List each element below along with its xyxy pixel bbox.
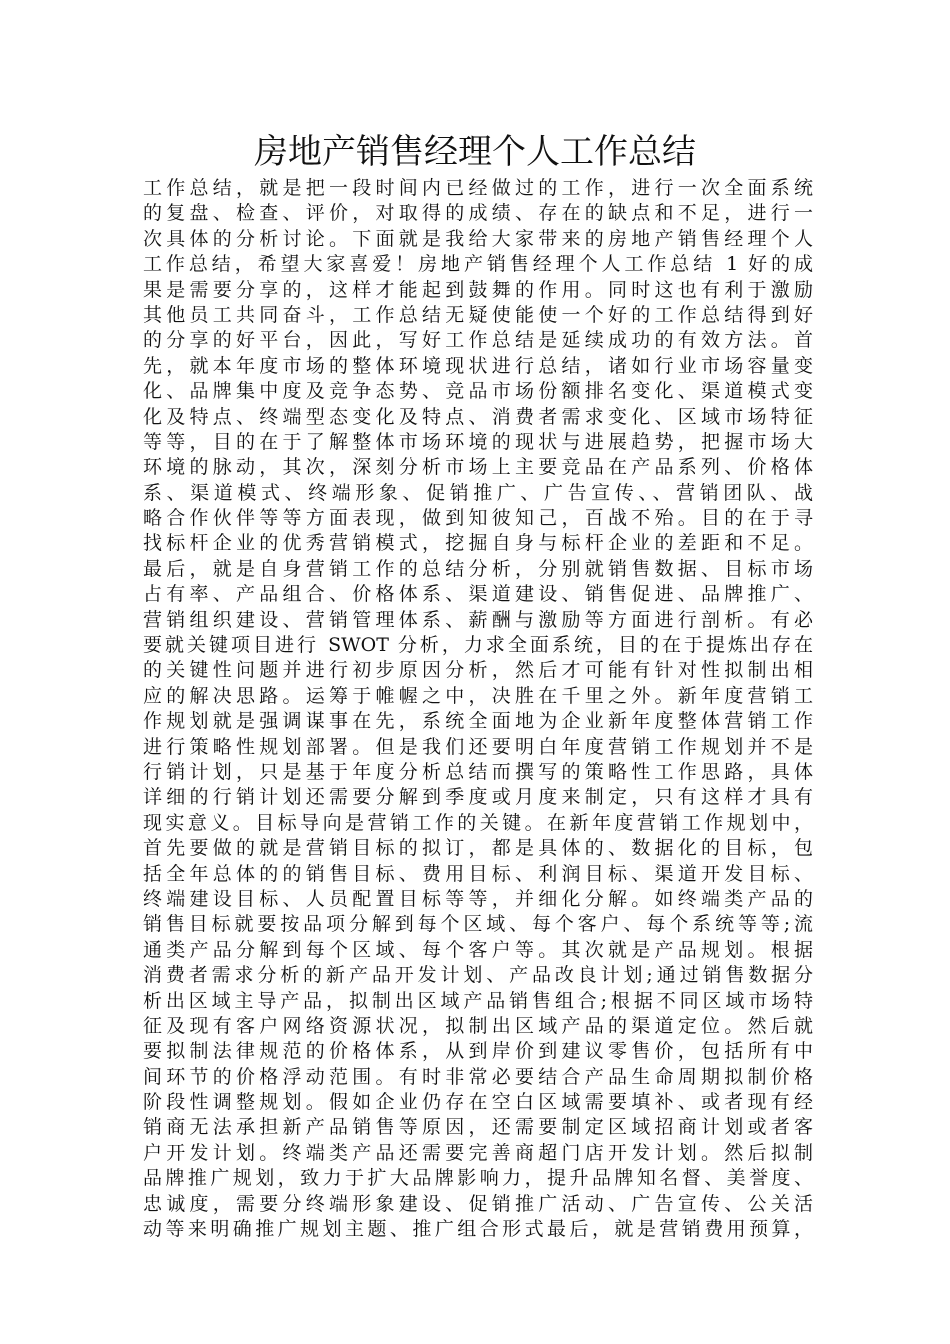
- body-text-line: 找标杆企业的优秀营销模式，挖掘自身与标杆企业的差距和不足。: [143, 532, 813, 555]
- body-text-line: 消费者需求分析的新产品开发计划、产品改良计划;通过销售数据分: [143, 964, 813, 987]
- body-text-line: 次具体的分析讨论。下面就是我给大家带来的房地产销售经理个人: [143, 227, 813, 250]
- body-text-line: 品牌推广规划，致力于扩大品牌影响力，提升品牌知名督、美誉度、: [143, 1167, 813, 1190]
- body-text-line: 应的解决思路。运筹于帷幄之中，决胜在千里之外。新年度营销工: [143, 684, 813, 707]
- body-text-line: 动等来明确推广规划主题、推广组合形式最后，就是营销费用预算，: [143, 1218, 813, 1241]
- body-text-line: 的关键性问题并进行初步原因分析，然后才可能有针对性拟制出相: [143, 659, 813, 682]
- body-text-line: 括全年总体的的销售目标、费用目标、利润目标、渠道开发目标、: [143, 862, 813, 885]
- body-text-line: 析出区域主导产品，拟制出区域产品销售组合;根据不同区域市场特: [143, 989, 813, 1012]
- body-text-line: 的复盘、检查、评价，对取得的成绩、存在的缺点和不足，进行一: [143, 202, 813, 225]
- body-text-line: 现实意义。目标导向是营销工作的关键。在新年度营销工作规划中，: [143, 811, 813, 834]
- document-title: 房地产销售经理个人工作总结: [254, 132, 696, 172]
- body-text-line: 进行策略性规划部署。但是我们还要明白年度营销工作规划并不是: [143, 735, 813, 758]
- body-text-line: 行销计划，只是基于年度分析总结而撰写的策略性工作思路，具体: [143, 760, 813, 783]
- body-text-line: 销售目标就要按品项分解到每个区域、每个客户、每个系统等等;流: [143, 913, 813, 936]
- body-text-line: 营销组织建设、营销管理体系、薪酬与激励等方面进行剖析。有必: [143, 608, 813, 631]
- body-text-line: 忠诚度，需要分终端形象建设、促销推广活动、广告宣传、公关活: [143, 1192, 813, 1215]
- body-text-line: 略合作伙伴等等方面表现，做到知彼知己，百战不殆。目的在于寻: [143, 507, 813, 530]
- body-text-line: 征及现有客户网络资源状况，拟制出区域产品的渠道定位。然后就: [143, 1014, 813, 1037]
- body-text-line: 环境的脉动，其次，深刻分析市场上主要竞品在产品系列、价格体: [143, 456, 813, 479]
- body-text-line: 先，就本年度市场的整体环境现状进行总结，诸如行业市场容量变: [143, 354, 813, 377]
- body-text-line: 作规划就是强调谋事在先，系统全面地为企业新年度整体营销工作: [143, 710, 813, 733]
- body-text-line: 系、渠道模式、终端形象、促销推广、广告宣传、、营销团队、战: [143, 481, 813, 504]
- body-text-line: 阶段性调整规划。假如企业仍存在空白区域需要填补、或者现有经: [143, 1091, 813, 1114]
- body-text-line: 首先要做的就是营销目标的拟订，都是具体的、数据化的目标，包: [143, 837, 813, 860]
- body-text-line: 等等，目的在于了解整体市场环境的现状与进展趋势，把握市场大: [143, 430, 813, 453]
- body-text-line: 详细的行销计划还需要分解到季度或月度来制定，只有这样才具有: [143, 786, 813, 809]
- body-text-line: 最后，就是自身营销工作的总结分析，分别就销售数据、目标市场: [143, 557, 813, 580]
- body-text-line: 果是需要分享的，这样才能起到鼓舞的作用。同时这也有利于激励: [143, 278, 813, 301]
- body-text-line: 其他员工共同奋斗，工作总结无疑使能使一个好的工作总结得到好: [143, 303, 813, 326]
- body-text-line: 户开发计划。终端类产品还需要完善商超门店开发计划。然后拟制: [143, 1141, 813, 1164]
- body-text-line: 化、品牌集中度及竞争态势、竞品市场份额排名变化、渠道模式变: [143, 380, 813, 403]
- body-text-line: 工作总结，就是把一段时间内已经做过的工作，进行一次全面系统: [143, 177, 813, 199]
- body-text-line: 销商无法承担新产品销售等原因，还需要制定区域招商计划或者客: [143, 1116, 813, 1139]
- body-text-line: 终端建设目标、人员配置目标等等，并细化分解。如终端类产品的: [143, 887, 813, 910]
- body-text-line: 要拟制法律规范的价格体系，从到岸价到建议零售价，包括所有中: [143, 1040, 813, 1063]
- document-body: [143, 176, 813, 1242]
- body-text-line: 要就关键项目进行 SWOT 分析，力求全面系统，目的在于提炼出存在: [143, 634, 813, 657]
- body-text-line: 化及特点、终端型态变化及特点、消费者需求变化、区域市场特征: [143, 405, 813, 428]
- body-text-line: 占有率、产品组合、价格体系、渠道建设、销售促进、品牌推广、: [143, 583, 813, 606]
- body-text-line: 工作总结，希望大家喜爱！房地产销售经理个人工作总结 1 好的成: [143, 253, 813, 276]
- body-text-line: 的分享的好平台，因此，写好工作总结是延续成功的有效方法。首: [143, 329, 813, 352]
- body-text-line: 间环节的价格浮动范围。有时非常必要结合产品生命周期拟制价格: [143, 1065, 813, 1088]
- body-text-line: 通类产品分解到每个区域、每个客户等。其次就是产品规划。根据: [143, 938, 813, 961]
